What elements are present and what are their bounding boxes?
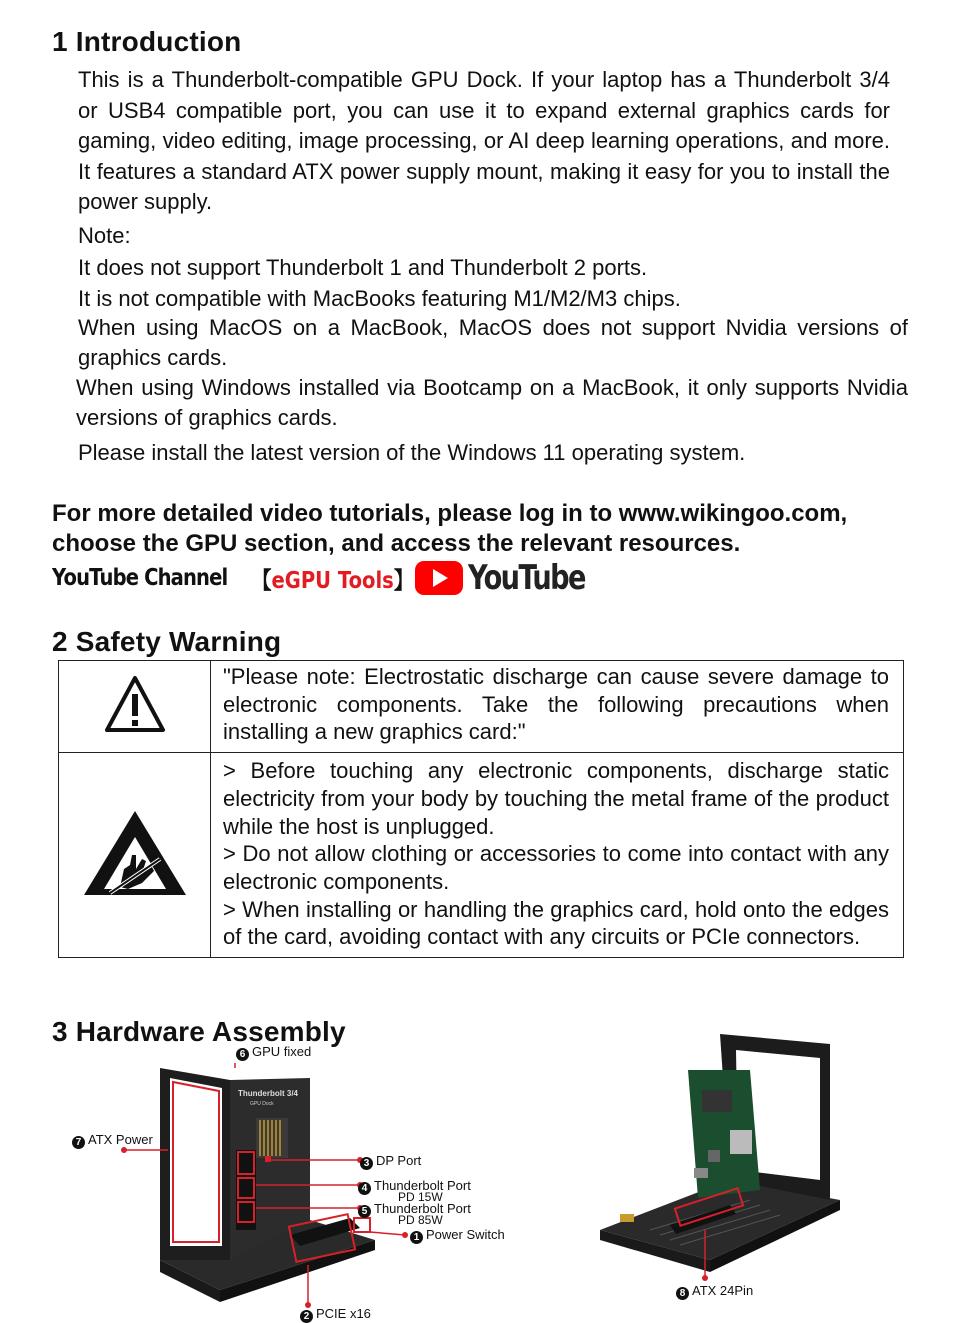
- label-pd-15w: PD 15W: [398, 1190, 443, 1204]
- safety-row: [59, 661, 904, 753]
- warning-triangle-icon: [103, 674, 167, 734]
- safety-row: [59, 753, 904, 958]
- dock-brand-text: Thunderbolt 3/4: [238, 1089, 298, 1098]
- gpu-dock-back-image: [590, 1030, 850, 1285]
- precaution-item: > Before touching any electronic components, discharge static electricity from your body by touching the metal frame of the product while the host is unplugged.: [223, 758, 889, 839]
- label-pcie-x16: 2 PCIE x16: [300, 1306, 371, 1323]
- dock-brand-subtext: GPU Dock: [250, 1101, 274, 1107]
- label-dp-port: 3 DP Port: [360, 1153, 421, 1170]
- section-1-heading: 1 Introduction: [52, 26, 242, 57]
- youtube-play-icon: [414, 560, 464, 596]
- label-gpu-fixed: 6 GPU fixed: [236, 1044, 311, 1061]
- esd-hand-icon: [80, 807, 190, 899]
- youtube-logo[interactable]: [414, 558, 614, 598]
- precaution-item: > When installing or handling the graphics card, hold onto the edges of the card, avoiding contact with any circuits or PCIe connectors.: [223, 896, 889, 950]
- label-thunderbolt-port-15w: 4 Thunderbolt Port: [358, 1178, 471, 1195]
- note-item: When using Windows installed via Bootcamp on a MacBook, it only supports Nvidia versions of graphics cards.: [76, 375, 908, 430]
- note-item: When using MacOS on a MacBook, MacOS does not support Nvidia versions of graphics cards.: [78, 315, 908, 370]
- label-atx-power: 7 ATX Power: [72, 1132, 153, 1149]
- note-item: It does not support Thunderbolt 1 and Thunderbolt 2 ports.: [78, 255, 648, 280]
- safety-icon-cell: [59, 661, 211, 753]
- label-power-switch: 1 Power Switch: [410, 1227, 505, 1244]
- channel-name[interactable]: 【eGPU Tools】: [252, 567, 414, 594]
- intro-paragraph: This is a Thunderbolt-compatible GPU Dock. If your laptop has a Thunderbolt 3/4 or USB4 compatible port, you can use it to expand external graphics cards for gaming, video editing, image processing, or AI deep learning operations, and more. It features a standard ATX power supply mount, making it easy for you to install the power supply.: [78, 67, 890, 214]
- precaution-item: > Do not allow clothing or accessories to come into contact with any electronic components.: [223, 841, 889, 894]
- youtube-channel-label: YouTube Channel: [52, 565, 228, 591]
- youtube-channel-row: [52, 556, 585, 600]
- safety-precautions: [211, 753, 904, 958]
- note-label: Note:: [78, 223, 131, 248]
- safety-note-text: "Please note: Electrostatic discharge can cause severe damage to electronic components. Take the following precautions when installing a new graphics card:": [211, 661, 904, 753]
- safety-icon-cell: [59, 753, 211, 958]
- tutorials-line-1: For more detailed video tutorials, please log in to www.wikingoo.com,: [52, 500, 848, 527]
- label-pd-85w: PD 85W: [398, 1213, 443, 1227]
- safety-table: [58, 660, 904, 958]
- note-item: Please install the latest version of the Windows 11 operating system.: [78, 440, 746, 465]
- youtube-wordmark: YouTube: [468, 558, 585, 598]
- note-item: It is not compatible with MacBooks featuring M1/M2/M3 chips.: [78, 286, 681, 311]
- tutorials-line-2: choose the GPU section, and access the relevant resources.: [52, 530, 741, 557]
- label-atx-24pin: 8 ATX 24Pin: [676, 1283, 753, 1300]
- section-2-heading: 2 Safety Warning: [52, 626, 282, 657]
- label-thunderbolt-port-85w: 5 Thunderbolt Port: [358, 1201, 471, 1218]
- section-3-heading: 3 Hardware Assembly: [52, 1016, 346, 1047]
